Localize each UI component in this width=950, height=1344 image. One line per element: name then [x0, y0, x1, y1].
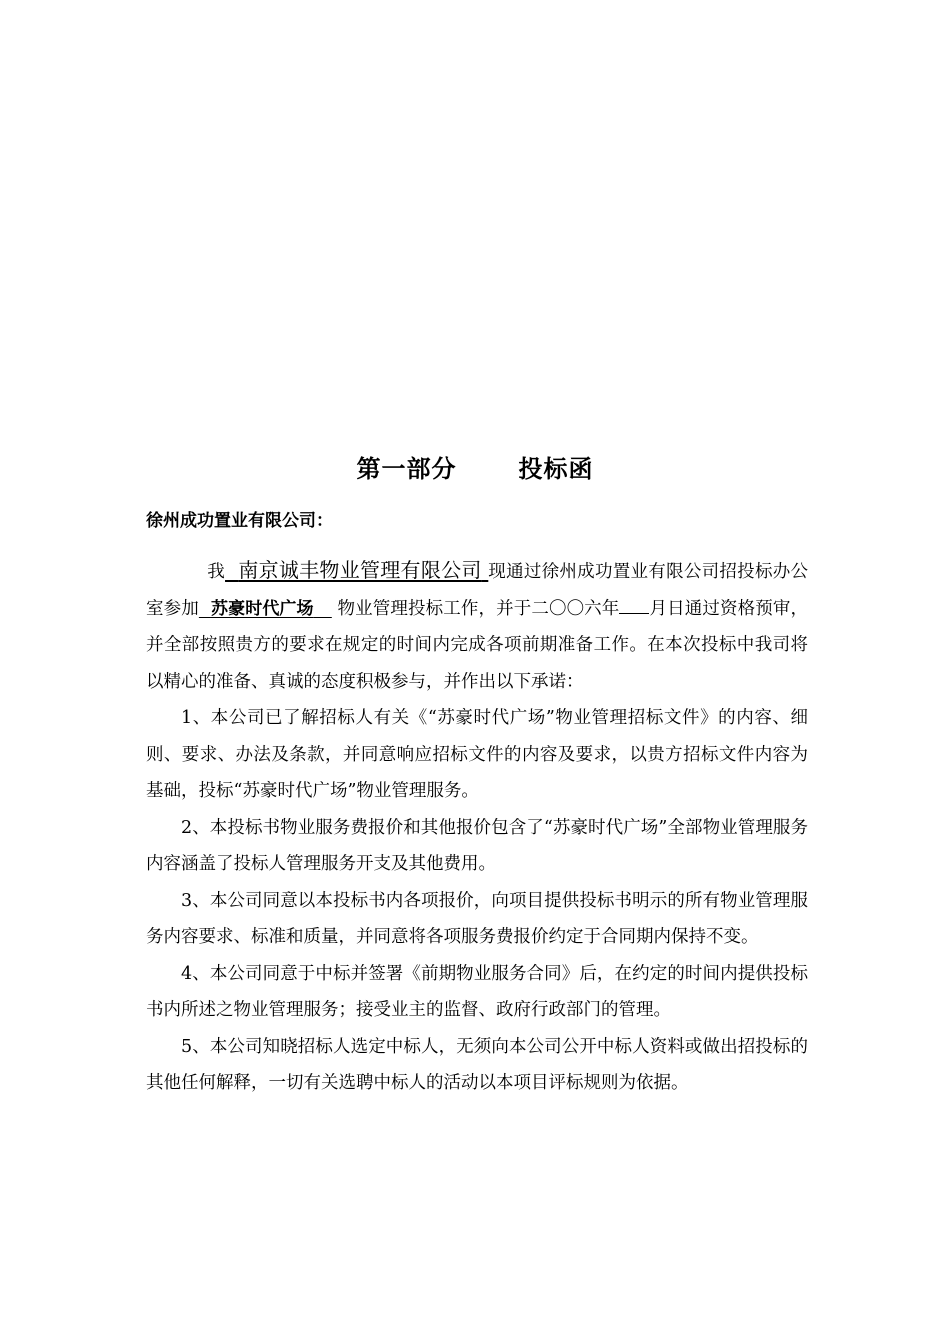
intro-paragraph: [146, 552, 808, 700]
commitment-item-1: 1、本公司已了解招标人有关《“苏豪时代广场”物业管理招标文件》的内容、细则、要求、办法及条款，并同意响应招标文件的内容及要求，以贵方招标文件内容为基础，投标“苏豪时代广场”物业管理服务。: [146, 708, 808, 801]
intro-prefix: 我: [207, 562, 226, 582]
addressee: 徐州成功置业有限公司：: [146, 511, 333, 531]
intro-text-2: 物业管理投标工作，并于二〇〇六年: [337, 598, 620, 619]
intro-text-3: 月日通过资格预审，并全部按照贵方的要求在规定的时间内完成各项前期准备工作。在本次投标中我司将以精心的准备、真诚的态度积极参与，并作出以下承诺：: [146, 598, 809, 692]
commitment-item-5: 5、本公司知晓招标人选定中标人，无须向本公司公开中标人资料或做出招投标的其他任何解释，一切有关选聘中标人的活动以本项目评标规则为依据。: [146, 1036, 808, 1093]
month-blank: [619, 595, 649, 614]
title-name: 投标函: [518, 455, 594, 483]
commitment-item-3: 3、本公司同意以本投标书内各项报价，向项目提供投标书明示的所有物业管理服务内容要求、标准和质量，并同意将各项服务费报价约定于合同期内保持不变。: [146, 890, 808, 947]
letter-body: [146, 552, 808, 1102]
commitment-item-2: 2、本投标书物业服务费报价和其他报价包含了“苏豪时代广场”全部物业管理服务内容涵盖了投标人管理服务开支及其他费用。: [146, 817, 808, 874]
project-name: 苏豪时代广场: [210, 598, 314, 619]
commitment-item-4: 4、本公司同意于中标并签署《前期物业服务合同》后，在约定的时间内提供投标书内所述之物业管理服务；接受业主的监督、政府行政部门的管理。: [146, 963, 808, 1020]
page-title: [0, 451, 950, 487]
intro-text-1: 现通过徐州成功置业有限公司招投标办公室参加: [146, 562, 809, 619]
bidder-company-name: 南京诚丰物业管理有限公司: [238, 558, 482, 582]
title-part: 第一部分: [356, 455, 457, 483]
